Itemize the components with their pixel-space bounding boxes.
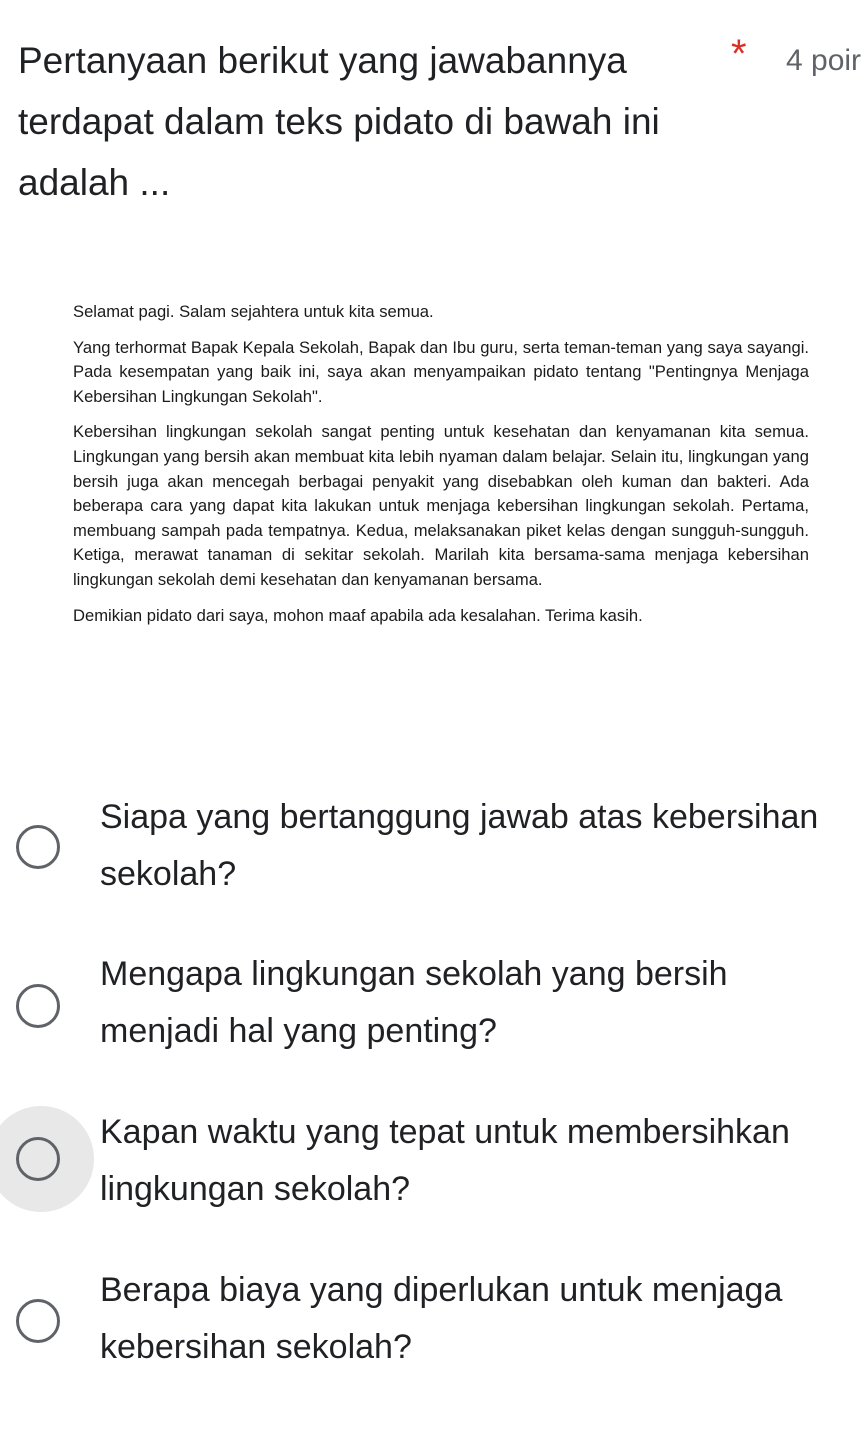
speech-passage [73, 300, 809, 639]
question-header [18, 30, 861, 230]
answer-option-1[interactable] [0, 789, 852, 919]
radio-button-icon[interactable] [16, 984, 60, 1028]
radio-wrap [0, 1262, 82, 1392]
passage-body: Kebersihan lingkungan sekolah sangat penting untuk kesehatan dan kenyamanan kita semua. Lingkungan yang bersih akan membuat kita lebih nyaman dalam belajar. Selain itu, lingkungan yang bersih juga akan mencegah berbagai penyakit yang disebabkan oleh kuman dan bakteri. Ada beberapa cara yang dapat kita lakukan untuk menjaga kebersihan lingkungan sekolah. Pertama, membuang sampah pada tempatnya. Kedua, melaksanakan piket kelas dengan sungguh-sungguh. Ketiga, merawat tanaman di sekitar sekolah. Marilah kita bersama-sama menjaga kebersihan lingkungan sekolah demi kesehatan dan kenyamanan bersama. [73, 422, 809, 589]
question-title: Pertanyaan berikut yang jawabannya terdapat dalam teks pidato di bawah ini adalah ... [18, 40, 660, 203]
radio-wrap [0, 1104, 82, 1234]
answer-option-4[interactable] [0, 1262, 852, 1392]
passage-greeting: Selamat pagi. Salam sejahtera untuk kita semua. [73, 302, 434, 321]
radio-button-icon[interactable] [16, 1137, 60, 1181]
answer-option-3[interactable] [0, 1104, 852, 1234]
radio-button-icon[interactable] [16, 1299, 60, 1343]
radio-wrap [0, 946, 82, 1076]
passage-opening: Yang terhormat Bapak Kepala Sekolah, Bapak dan Ibu guru, serta teman-teman yang saya sayangi. Pada kesempatan yang baik ini, saya akan menyampaikan pidato tentang "Pentingnya Menjaga Kebersihan Lingkungan Sekolah". [73, 337, 809, 406]
answer-option-label: Berapa biaya yang diperlukan untuk menjaga kebersihan sekolah? [100, 1271, 783, 1366]
answer-option-label: Mengapa lingkungan sekolah yang bersih menjadi hal yang penting? [100, 955, 728, 1050]
answer-option-label: Siapa yang bertanggung jawab atas kebersihan sekolah? [100, 798, 819, 893]
radio-wrap [0, 789, 82, 919]
answer-option-label: Kapan waktu yang tepat untuk membersihkan lingkungan sekolah? [100, 1113, 790, 1208]
passage-closing: Demikian pidato dari saya, mohon maaf apabila ada kesalahan. Terima kasih. [73, 605, 643, 625]
points-label: 4 poir [786, 44, 861, 77]
answer-option-2[interactable] [0, 946, 852, 1076]
radio-button-icon[interactable] [16, 825, 60, 869]
required-asterisk: * [731, 32, 747, 76]
